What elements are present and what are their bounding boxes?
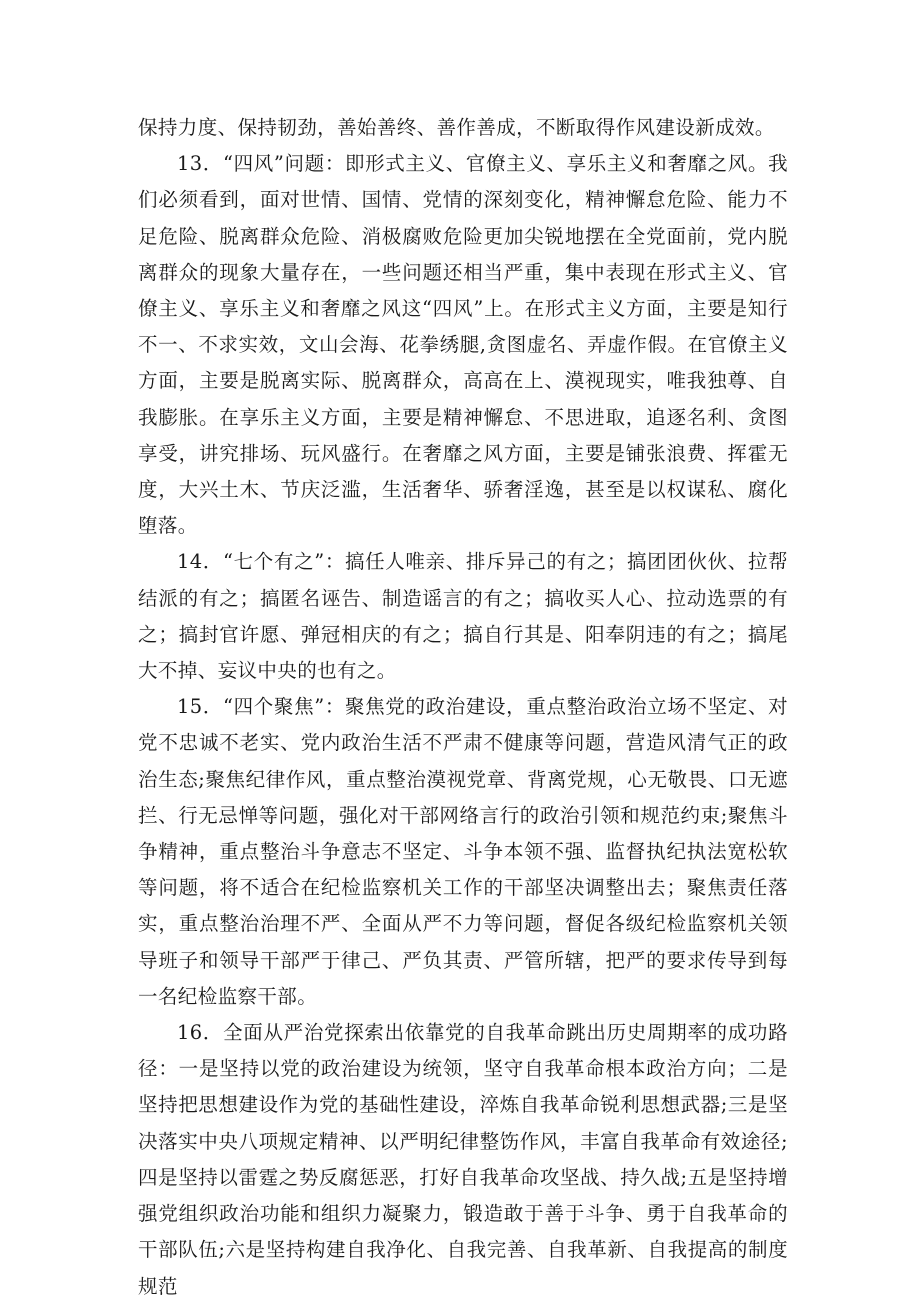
paragraph-15-four-focuses: 15．“四个聚焦”：聚焦党的政治建设，重点整治政治立场不坚定、对党不忠诚不老实、党内政治生活不严肃不健康等问题，营造风清气正的政治生态;聚焦纪律作风，重点整治漠视党章、背离党规，心无敬畏、口无遮拦、行无忌惮等问题，强化对干部网络言行的政治引领和规范约束;聚焦斗争精神，重点整治斗争意志不坚定、斗争本领不强、监督执纪执法宽松软等问题，将不适合在纪检监察机关工作的干部坚决调整出去；聚焦责任落实，重点整治治理不严、全面从严不力等问题，督促各级纪检监察机关领导班子和领导干部严于律己、严负其责、严管所辖，把严的要求传导到每一名纪检监察干部。 xyxy=(138,695,788,1008)
paragraph-13-four-styles: 13．“四风”问题：即形式主义、官僚主义、享乐主义和奢靡之风。我们必须看到，面对世情、国情、党情的深刻变化，精神懈怠危险、能力不足危险、脱离群众危险、消极腐败危险更加尖锐地摆在全党面前，党内脱离群众的现象大量存在，一些问题还相当严重，集中表现在形式主义、官僚主义、享乐主义和奢靡之风这“四风”上。在形式主义方面，主要是知行不一、不求实效，文山会海、花拳绣腿,贪图虚名、弄虚作假。在官僚主义方面，主要是脱离实际、脱离群众，高高在上、漠视现实，唯我独尊、自我膨胀。在享乐主义方面，主要是精神懈怠、不思进取，追逐名利、贪图享受，讲究排场、玩风盛行。在奢靡之风方面，主要是铺张浪费、挥霍无度，大兴土木、节庆泛滥，生活奢华、骄奢淫逸，甚至是以权谋私、腐化堕落。 xyxy=(138,152,788,538)
document-page xyxy=(138,110,788,1305)
paragraph-12-continuation: 保持力度、保持韧劲，善始善终、善作善成，不断取得作风建设新成效。 xyxy=(138,116,775,139)
paragraph-16-self-revolution: 16．全面从严治党探索出依靠党的自我革命跳出历史周期率的成功路径：一是坚持以党的政治建设为统领，坚守自我革命根本政治方向；二是坚持把思想建设作为党的基础性建设，淬炼自我革命锐利思想武器;三是坚决落实中央八项规定精神、以严明纪律整饬作风，丰富自我革命有效途径;四是坚持以雷霆之势反腐惩恶，打好自我革命攻坚战、持久战;五是坚持增强党组织政治功能和组织力凝聚力，锻造敢于善于斗争、勇于自我革命的干部队伍;六是坚持构建自我净化、自我完善、自我革新、自我提高的制度规范 xyxy=(138,1021,788,1298)
paragraph-14-seven-cases: 14．“七个有之”：搞任人唯亲、排斥异己的有之；搞团团伙伙、拉帮结派的有之；搞匿名诬告、制造谣言的有之；搞收买人心、拉动选票的有之；搞封官许愿、弹冠相庆的有之；搞自行其是、阳奉阴违的有之；搞尾大不掉、妄议中央的也有之。 xyxy=(138,550,788,683)
